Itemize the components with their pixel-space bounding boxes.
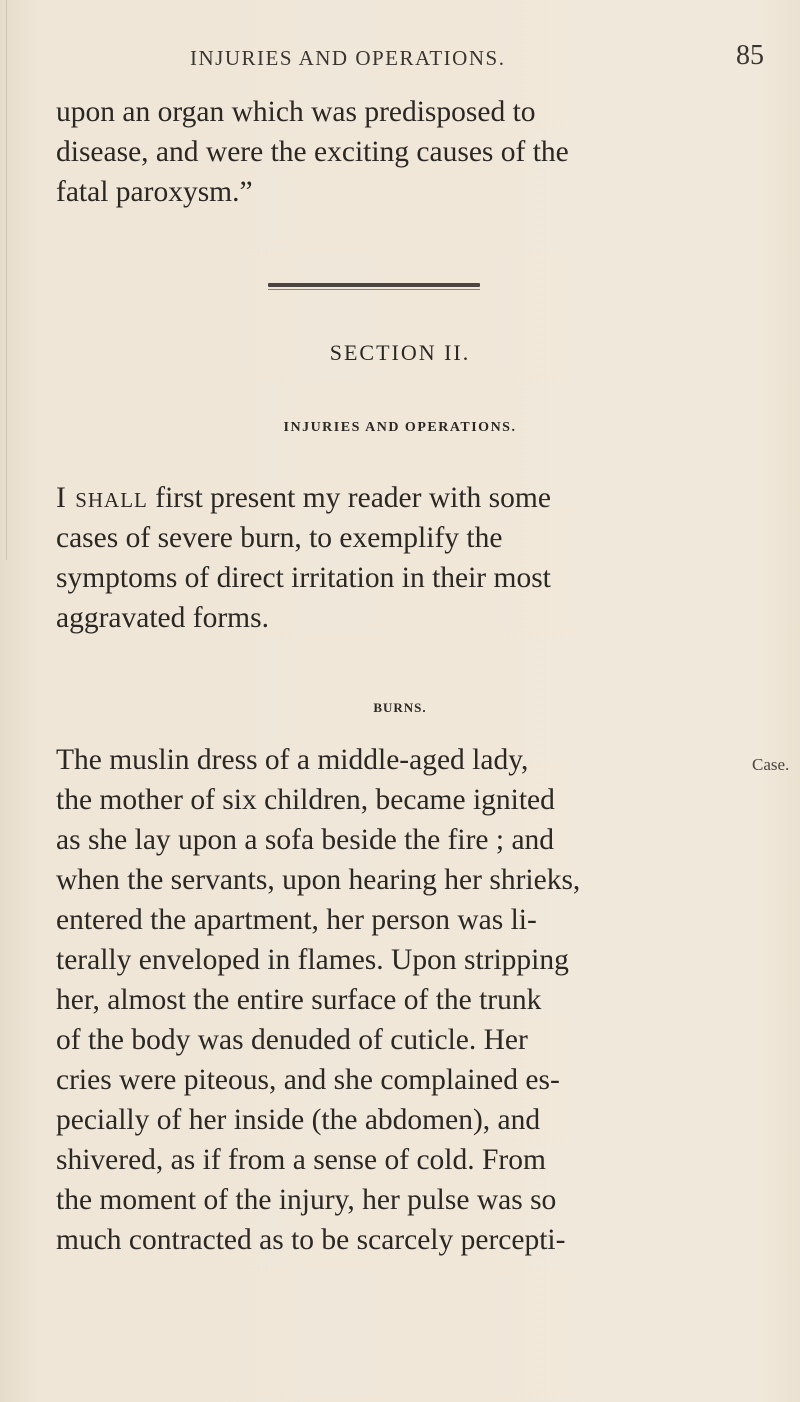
margin-note: Case.	[752, 755, 790, 774]
text-line: cases of severe burn, to exemplify the	[56, 522, 503, 554]
burns-heading: BURNS.	[373, 700, 427, 715]
page-edge-line	[6, 0, 7, 560]
text-line: shivered, as if from a sense of cold. From	[56, 1144, 546, 1176]
text-line: when the servants, upon hearing her shrieks,	[56, 864, 581, 896]
paragraph-case	[56, 740, 736, 1260]
text-line: symptoms of direct irritation in their most	[56, 562, 551, 594]
text-line: entered the apartment, her person was li-	[56, 904, 537, 936]
section-rule-thin	[268, 289, 480, 290]
section-rule	[268, 283, 480, 287]
text-line: much contracted as to be scarcely percepti-	[56, 1224, 566, 1256]
text-line: as she lay upon a sofa beside the fire ; and	[56, 824, 555, 856]
text-line-rest: first present my reader with some	[147, 482, 551, 514]
running-head: INJURIES AND OPERATIONS.	[190, 46, 506, 70]
text-line: the mother of six children, became ignited	[56, 784, 555, 816]
section-title: SECTION II.	[329, 340, 471, 365]
paragraph-intro	[56, 478, 736, 638]
text-line: her, almost the entire surface of the trunk	[56, 984, 542, 1016]
text-line: upon an organ which was predisposed to	[56, 96, 536, 128]
text-line: aggravated forms.	[56, 602, 269, 634]
section-subtitle: INJURIES AND OPERATIONS.	[283, 420, 517, 435]
text-line: disease, and were the exciting causes of the	[56, 136, 569, 168]
text-line: cries were piteous, and she complained es-	[56, 1064, 560, 1096]
text-line	[56, 478, 736, 518]
page-number: 85	[736, 40, 764, 71]
opening-words: I shall	[56, 482, 148, 514]
text-line: The muslin dress of a middle-aged lady,	[56, 744, 529, 776]
paragraph-continued	[56, 92, 736, 212]
text-line: fatal paroxysm.”	[56, 176, 253, 208]
text-line: of the body was denuded of cuticle. Her	[56, 1024, 528, 1056]
text-line: the moment of the injury, her pulse was so	[56, 1184, 557, 1216]
text-line: pecially of her inside (the abdomen), and	[56, 1104, 541, 1136]
text-line: terally enveloped in flames. Upon stripping	[56, 944, 569, 976]
